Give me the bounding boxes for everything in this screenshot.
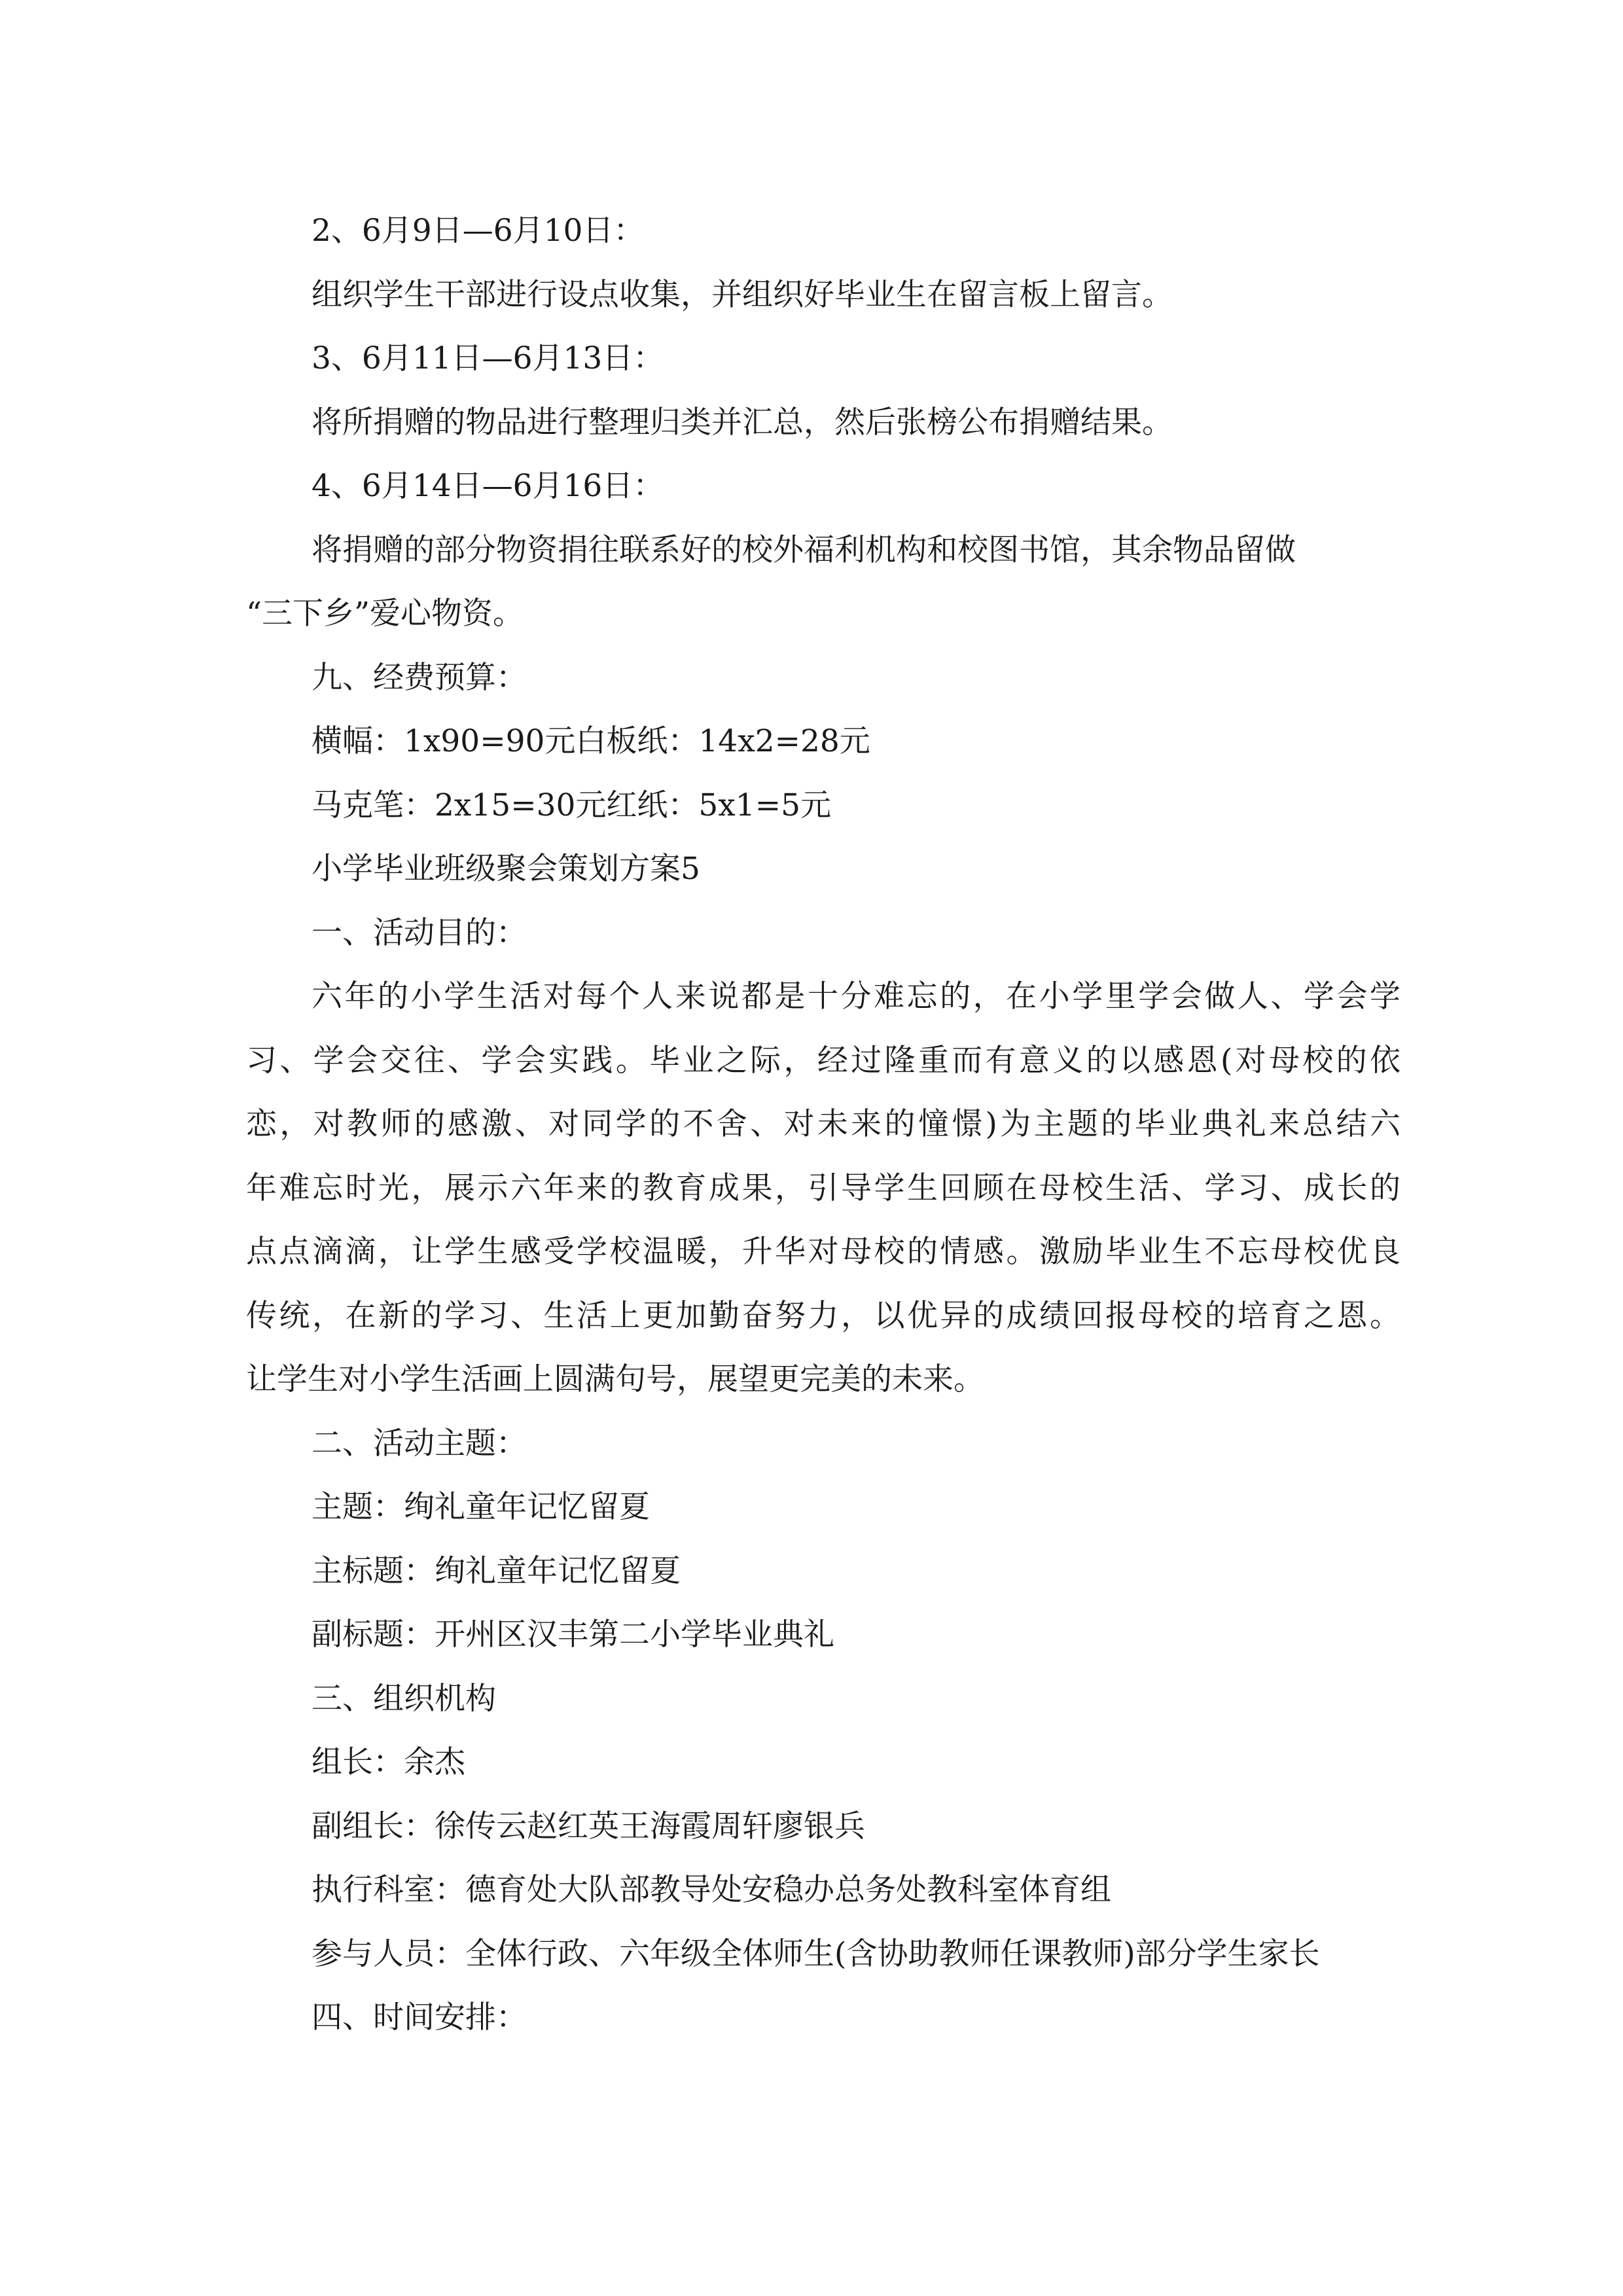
- group-leader-line: 组长：余杰: [312, 1744, 465, 1780]
- schedule-item-2-heading: 2、6月9日—6月10日：: [312, 213, 645, 249]
- main-title-line: 主标题：绚礼童年记忆留夏: [312, 1552, 681, 1589]
- purpose-paragraph-line-6: 传统，在新的学习、生活上更加勤奋努力，以优异的成绩回报母校的培育之恩。: [246, 1297, 1400, 1334]
- purpose-paragraph-line-3: 恋，对教师的感激、对同学的不舍、对未来的憧憬)为主题的毕业典礼来总结六: [246, 1106, 1400, 1142]
- schedule-item-4-text: 将捐赠的部分物资捐往联系好的校外福利机构和校图书馆，其余物品留做: [312, 531, 1296, 568]
- purpose-paragraph-line-7: 让学生对小学生活画上圆满句号，展望更完美的未来。: [246, 1361, 984, 1397]
- participants-line: 参与人员：全体行政、六年级全体师生(含协助教师任课教师)部分学生家长: [312, 1935, 1320, 1972]
- schedule-item-3-text: 将所捐赠的物品进行整理归类并汇总，然后张榜公布捐赠结果。: [312, 404, 1173, 440]
- schedule-item-3-heading: 3、6月11日—6月13日：: [312, 340, 664, 376]
- budget-line-1: 横幅：1x90=90元白板纸：14x2=28元: [312, 723, 870, 759]
- document-body: [246, 199, 1400, 2050]
- subtitle-line: 副标题：开州区汉丰第二小学毕业典礼: [312, 1617, 834, 1653]
- executive-department-line: 执行科室：德育处大队部教导处安稳办总务处教科室体育组: [312, 1872, 1111, 1908]
- section-budget-heading: 九、经费预算：: [312, 659, 527, 696]
- purpose-paragraph-line-5: 点点滴滴，让学生感受学校温暖，升华对母校的情感。激励毕业生不忘母校优良: [246, 1234, 1400, 1270]
- plan-title: 小学毕业班级聚会策划方案5: [312, 851, 700, 887]
- purpose-paragraph-line-4: 年难忘时光，展示六年来的教育成果，引导学生回顾在母校生活、学习、成长的: [246, 1170, 1400, 1206]
- section-theme-heading: 二、活动主题：: [312, 1425, 527, 1462]
- section-organization-heading: 三、组织机构: [312, 1680, 496, 1717]
- schedule-item-4-heading: 4、6月14日—6月16日：: [312, 468, 664, 504]
- schedule-item-2-text: 组织学生干部进行设点收集，并组织好毕业生在留言板上留言。: [312, 276, 1173, 313]
- budget-line-2: 马克笔：2x15=30元红纸：5x1=5元: [312, 787, 831, 823]
- theme-line: 主题：绚礼童年记忆留夏: [312, 1489, 650, 1525]
- schedule-item-4-text-cont: “三下乡”爱心物资。: [246, 596, 524, 632]
- section-purpose-heading: 一、活动目的：: [312, 914, 527, 951]
- purpose-paragraph-line-1: 六年的小学生活对每个人来说都是十分难忘的，在小学里学会做人、学会学: [312, 978, 1400, 1014]
- deputy-leader-line: 副组长：徐传云赵红英王海霞周轩廖银兵: [312, 1808, 865, 1844]
- purpose-paragraph-line-2: 习、学会交往、学会实践。毕业之际，经过隆重而有意义的以感恩(对母校的依: [246, 1042, 1400, 1079]
- section-schedule-heading: 四、时间安排：: [312, 2000, 527, 2036]
